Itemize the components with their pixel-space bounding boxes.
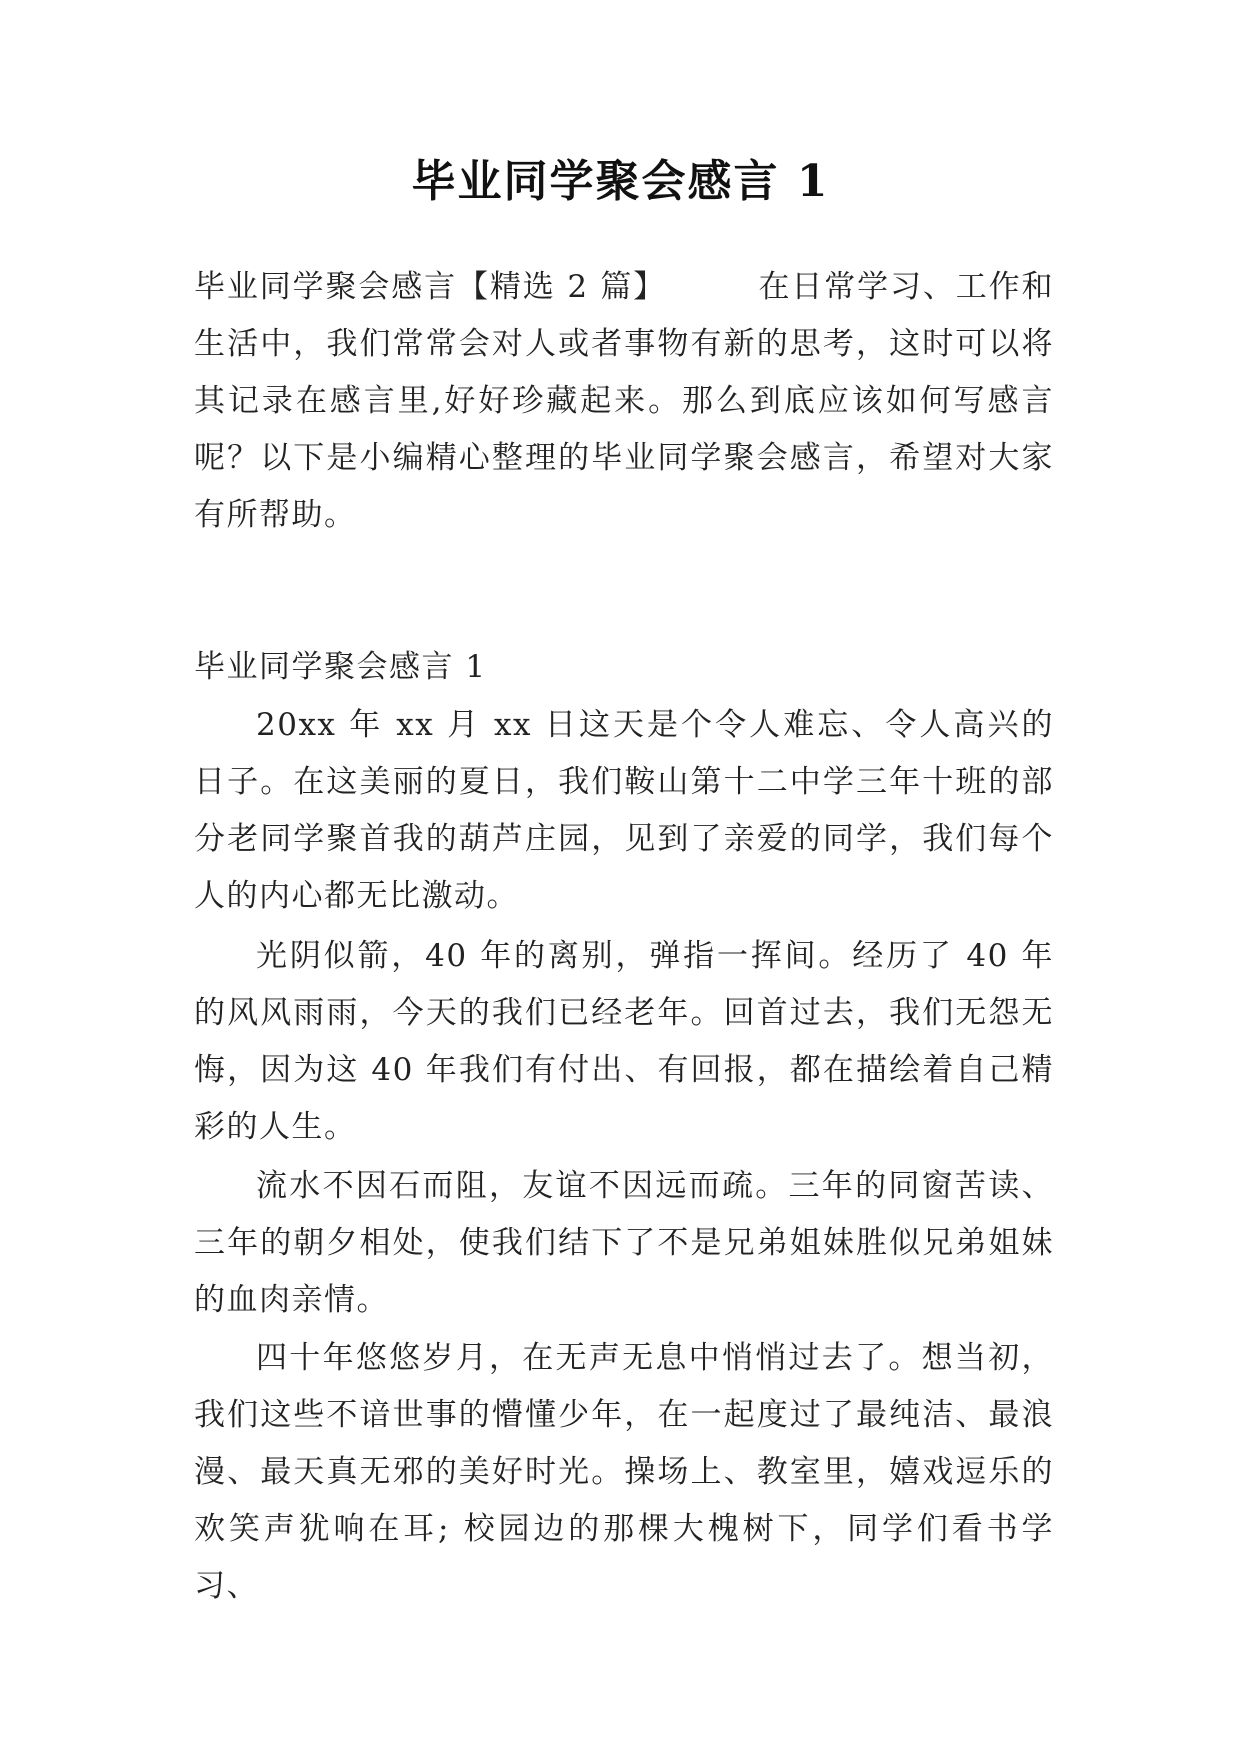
body-paragraph-4: 四十年悠悠岁月，在无声无息中悄悄过去了。想当初，我们这些不谙世事的懵懂少年，在一起度过了最纯洁、最浪漫、最天真无邪的美好时光。操场上、教室里，嬉戏逗乐的欢笑声犹响在耳; 校园边的那棵大槐树下，同学们看书学习、 <box>194 1340 1054 1604</box>
section-heading: 毕业同学聚会感言 1 <box>194 649 487 685</box>
intro-heading: 毕业同学聚会感言【精选 2 篇】 <box>194 269 667 305</box>
document-title: 毕业同学聚会感言 1 <box>411 156 830 207</box>
intro-paragraph <box>194 259 1054 544</box>
body-paragraph-2: 光阴似箭，40 年的离别，弹指一挥间。经历了 40 年的风风雨雨，今天的我们已经老年。回首过去，我们无怨无悔，因为这 40 年我们有付出、有回报，都在描绘着自己精彩的人生。 <box>194 938 1054 1145</box>
body-paragraph-3: 流水不因石而阻，友谊不因远而疏。三年的同窗苦读、三年的朝夕相处，使我们结下了不是兄弟姐妹胜似兄弟姐妹的血肉亲情。 <box>194 1168 1054 1318</box>
intro-body: 在日常学习、工作和生活中，我们常常会对人或者事物有新的思考，这时可以将其记录在感言里,好好珍藏起来。那么到底应该如何写感言呢？以下是小编精心整理的毕业同学聚会感言，希望对大家有所帮助。 <box>194 269 1054 533</box>
body-paragraph-1: 20xx 年 xx 月 xx 日这天是个令人难忘、令人高兴的日子。在这美丽的夏日，我们鞍山第十二中学三年十班的部分老同学聚首我的葫芦庄园，见到了亲爱的同学，我们每个人的内心都无比激动。 <box>194 707 1054 914</box>
